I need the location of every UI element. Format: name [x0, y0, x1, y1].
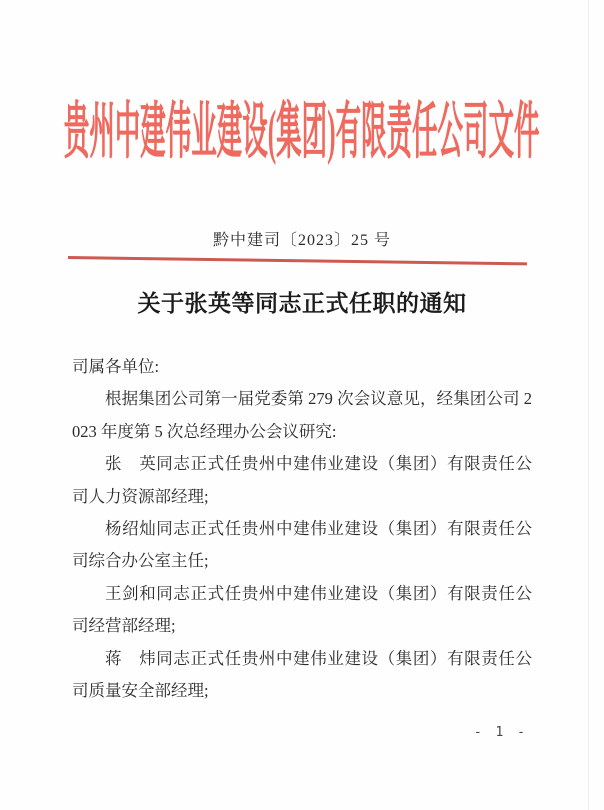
scan-edge-artifact	[588, 0, 589, 810]
document-title: 关于张英等同志正式任职的通知	[137, 291, 467, 316]
body-paragraph: 根据集团公司第一届党委第 279 次会议意见，经集团公司 2023 年度第 5 次总经理办公会议研究:	[72, 389, 532, 441]
body-paragraph: 杨绍灿同志正式任贵州中建伟业建设（集团）有限责任公司综合办公室主任;	[72, 519, 532, 571]
letterhead-title-text: 贵州中建伟业建设(集团)有限责任公司文件	[64, 97, 540, 166]
body-paragraph: 王剑和同志正式任贵州中建伟业建设（集团）有限责任公司经营部经理;	[72, 583, 532, 636]
salutation: 司属各单位:	[72, 357, 160, 376]
document-body	[72, 351, 532, 707]
red-divider-line	[68, 256, 527, 265]
red-letterhead	[0, 97, 604, 166]
document-number: 黔中建司〔2023〕25 号	[212, 232, 391, 249]
body-paragraph: 张 英同志正式任贵州中建伟业建设（集团）有限责任公司人力资源部经理;	[72, 454, 532, 506]
body-paragraph: 蒋 炜同志正式任贵州中建伟业建设（集团）有限责任公司质量安全部经理;	[72, 648, 532, 701]
page-number: - 1 -	[473, 725, 528, 740]
